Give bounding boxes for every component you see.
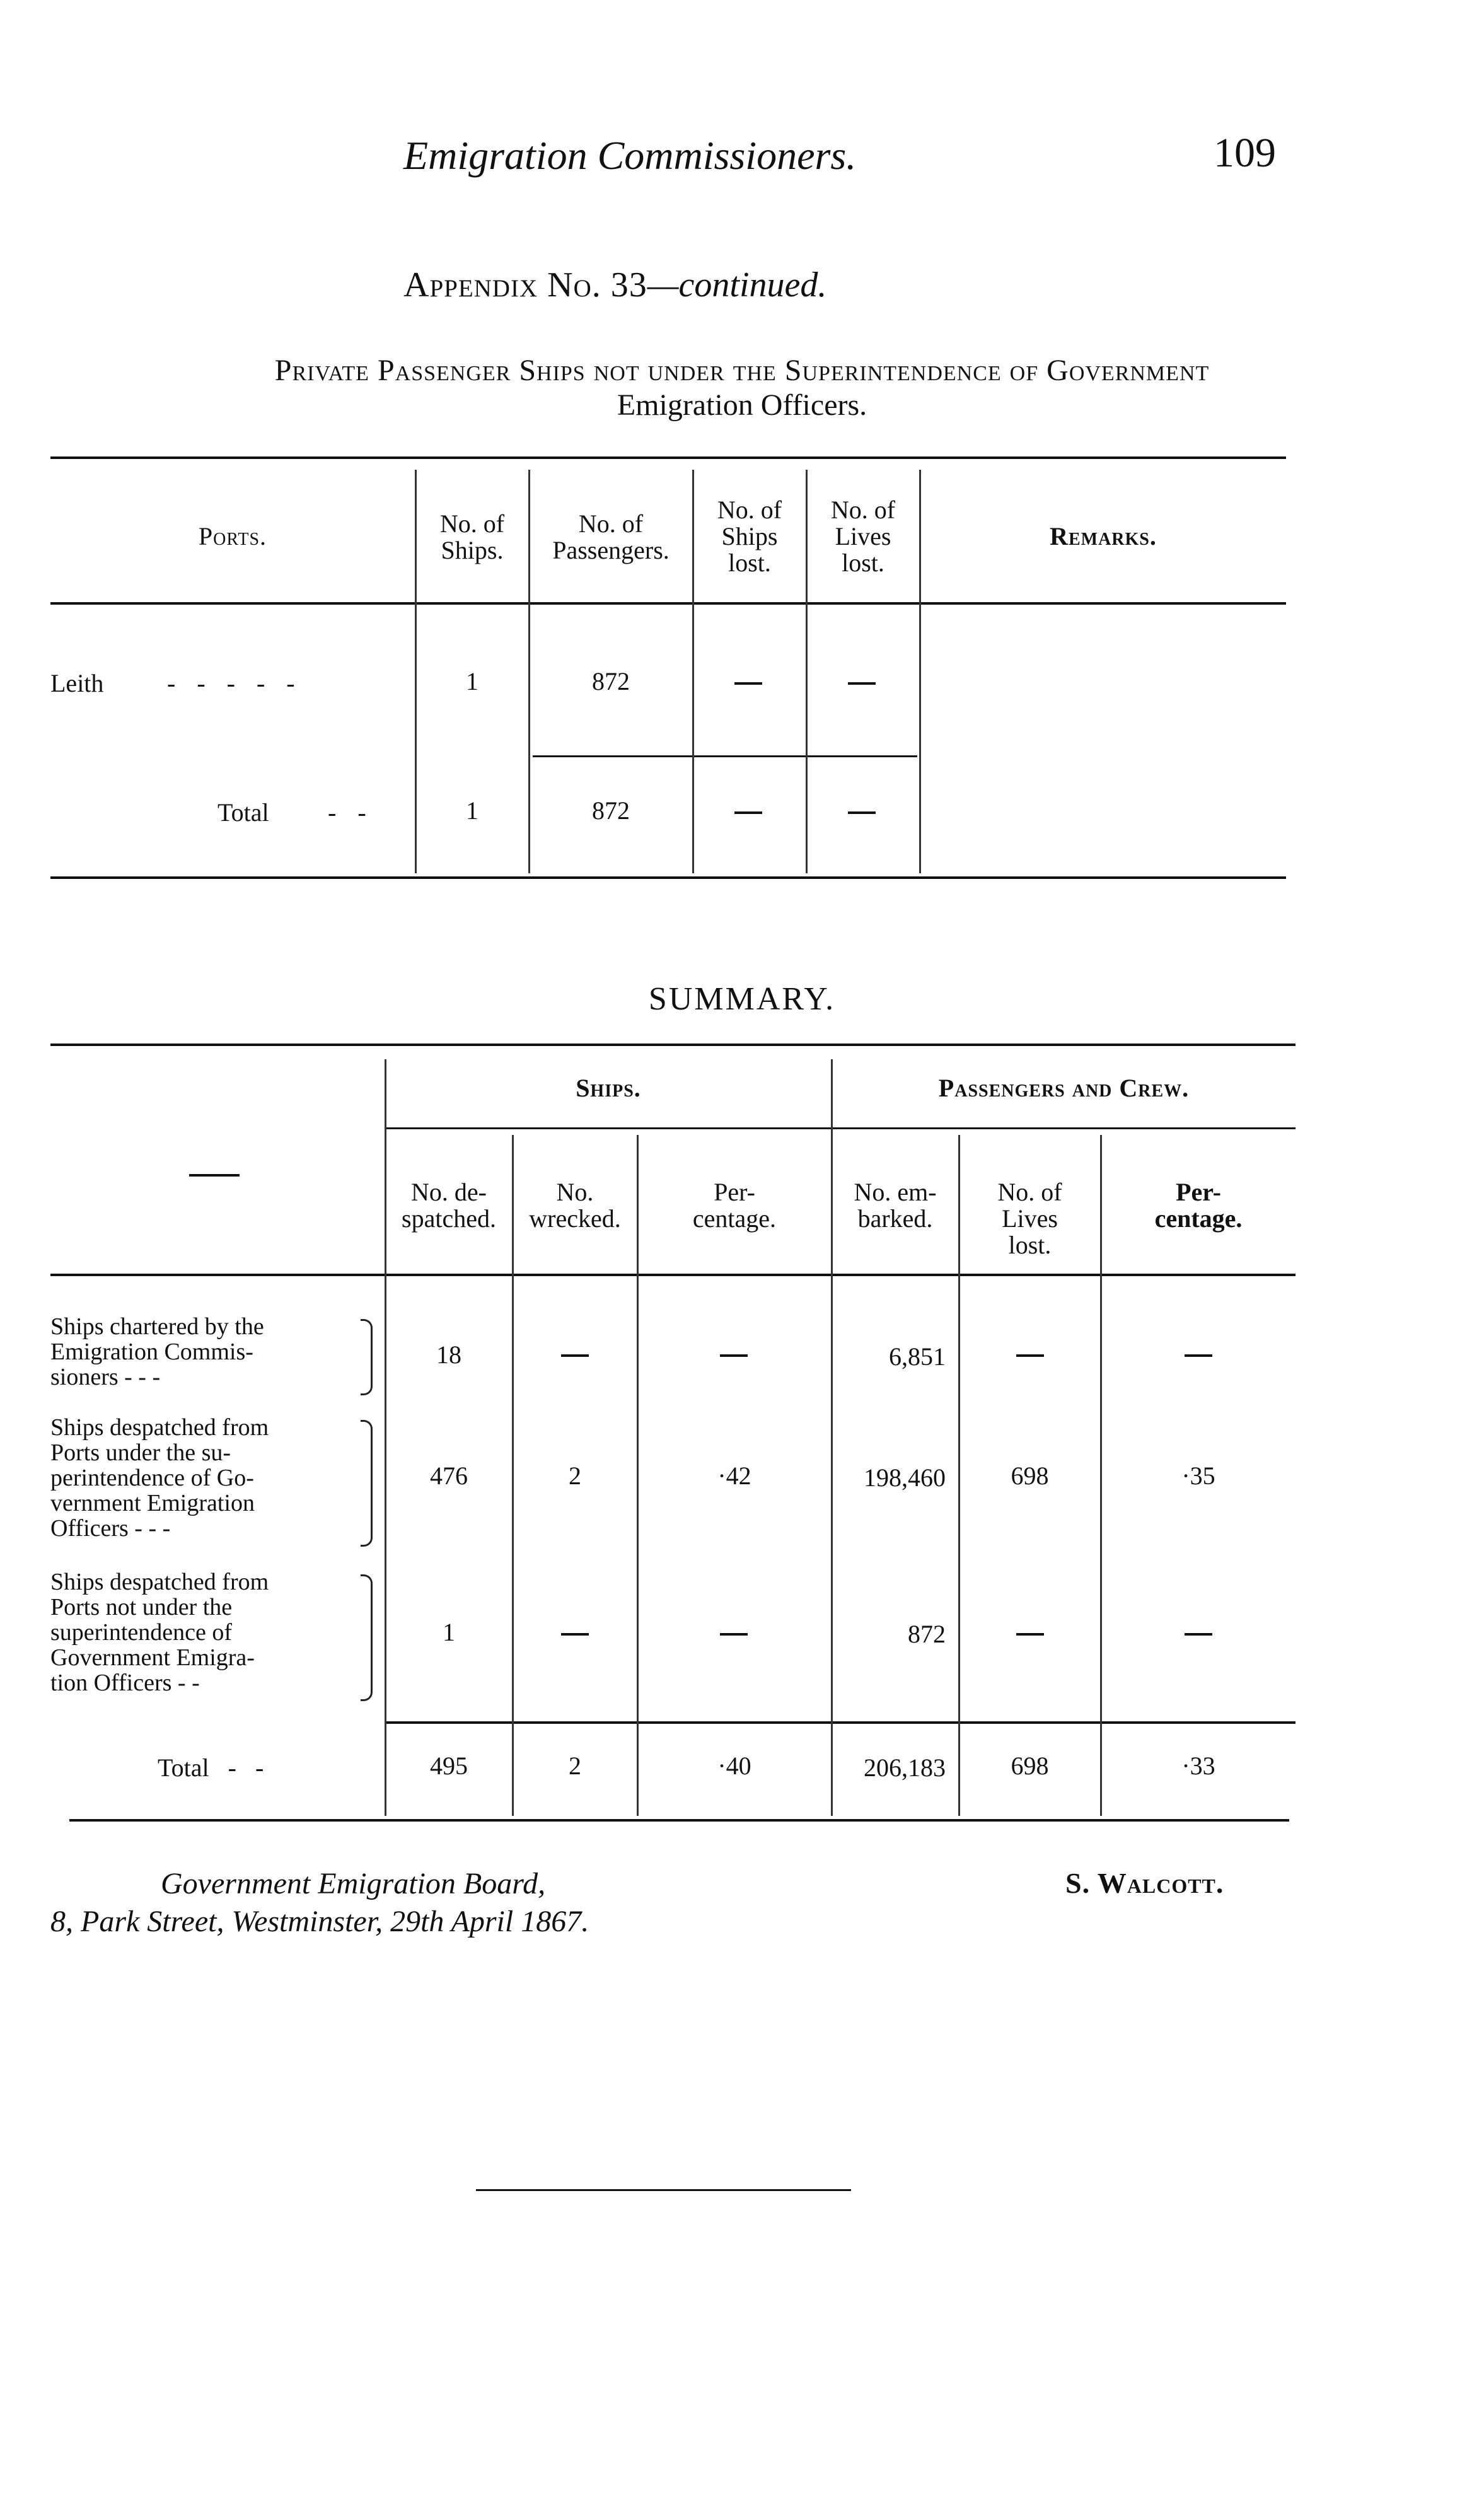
table1-total-rule [533,755,917,757]
stub-dash [189,1174,240,1177]
row-label-chartered: Ships chartered by the Emigration Commis- sioners - - - [50,1313,264,1390]
header-remarks: Remarks. [1050,522,1157,550]
nil-dash [848,811,876,814]
passengers-percentage: ·35 [1181,1462,1215,1490]
table1-caption [0,353,1484,422]
total-wrecked: 2 [569,1752,581,1780]
embarked-count: 198,460 [864,1463,946,1492]
passengers-count: 872 [592,667,630,695]
row-brace [361,1420,373,1547]
nil-dash [1185,1354,1212,1357]
table1-top-rule [50,456,1286,459]
total-ships-percentage: ·40 [717,1752,751,1780]
port-name: Leith [50,669,104,697]
signature: S. Walcott. [1065,1867,1224,1899]
end-rule [476,2189,851,2191]
despatched-count: 476 [430,1462,468,1490]
header-ships-lost: No. of Ships lost. [717,496,782,577]
nil-dash [1016,1354,1044,1357]
row-brace [361,1574,373,1701]
nil-dash [734,682,762,685]
header-no-embarked: No. em- barked. [854,1178,937,1233]
header-no-of-ships: No. of Ships. [439,509,505,564]
total-label: Total [217,798,269,827]
total-passengers: 872 [592,796,630,825]
nil-dash [720,1633,748,1636]
header-passengers-percentage: Per- centage. [1154,1178,1243,1233]
despatched-count: 1 [443,1618,455,1646]
row-label-not-under-superintendence: Ships despatched from Ports not under the superintendence of Government Emigra- tion Officers - - [50,1569,269,1696]
header-lives-lost: No. of Lives lost. [830,496,896,577]
appendix-heading [403,265,826,305]
nil-dash [1185,1633,1212,1636]
summary-title: SUMMARY. [648,981,836,1017]
summary-total-rule [386,1721,1296,1724]
leader-dots: - - [328,798,374,827]
total-ships: 1 [466,796,478,825]
group-header-passengers-and-crew: Passengers and Crew. [938,1074,1190,1102]
nil-dash [561,1633,589,1636]
header-no-wrecked: No. wrecked. [529,1178,621,1233]
row-label-under-superintendence: Ships despatched from Ports under the su- perintendence of Go- vernment Emigration Officers - - - [50,1414,269,1542]
board-address: 8, Park Street, Westminster, 29th April 1867. [50,1905,589,1938]
leader-dots: - - - - - [167,669,303,697]
embarked-count: 872 [908,1620,946,1648]
table1-caption-line1: Private Passenger Ships not under the Superintendence of Government [274,354,1210,387]
lives-lost-count: 698 [1011,1462,1049,1490]
total-despatched: 495 [430,1752,468,1780]
summary-header-rule [50,1274,1296,1276]
nil-dash [1016,1633,1044,1636]
summary-total-label: Total - - [158,1753,264,1782]
ships-percentage: ·42 [717,1462,751,1490]
nil-dash [720,1354,748,1357]
summary-top-rule [50,1044,1296,1046]
appendix-continued: —continued. [647,265,827,305]
nil-dash [848,682,876,685]
board-name: Government Emigration Board, [161,1867,546,1900]
table1-bottom-rule [50,876,1286,879]
nil-dash [561,1354,589,1357]
embarked-count: 6,851 [889,1342,946,1371]
running-title: Emigration Commissioners. [403,133,857,178]
ships-count: 1 [466,667,478,695]
nil-dash [734,811,762,814]
wrecked-count: 2 [569,1462,581,1490]
summary-col-divider [385,1059,386,1816]
header-no-of-passengers: No. of Passengers. [552,509,670,564]
group-header-ships: Ships. [576,1074,641,1102]
despatched-count: 18 [436,1340,461,1369]
header-ports: Ports. [198,522,267,550]
summary-group-rule [386,1127,1296,1129]
row-brace [361,1319,373,1395]
total-embarked: 206,183 [864,1753,946,1782]
total-passengers-percentage: ·33 [1181,1752,1215,1780]
header-lives-lost: No. of Lives lost. [997,1178,1062,1259]
page-number: 109 [1214,130,1276,176]
summary-bottom-rule [69,1819,1289,1822]
summary-col-divider [831,1059,833,1816]
header-no-despatched: No. de- spatched. [402,1178,496,1233]
header-ships-percentage: Per- centage. [692,1178,777,1233]
total-lives-lost: 698 [1011,1752,1049,1780]
table1-caption-line2: Emigration Officers. [617,388,867,422]
table1-header-rule [50,602,1286,605]
appendix-label: Appendix No. 33 [403,265,647,305]
